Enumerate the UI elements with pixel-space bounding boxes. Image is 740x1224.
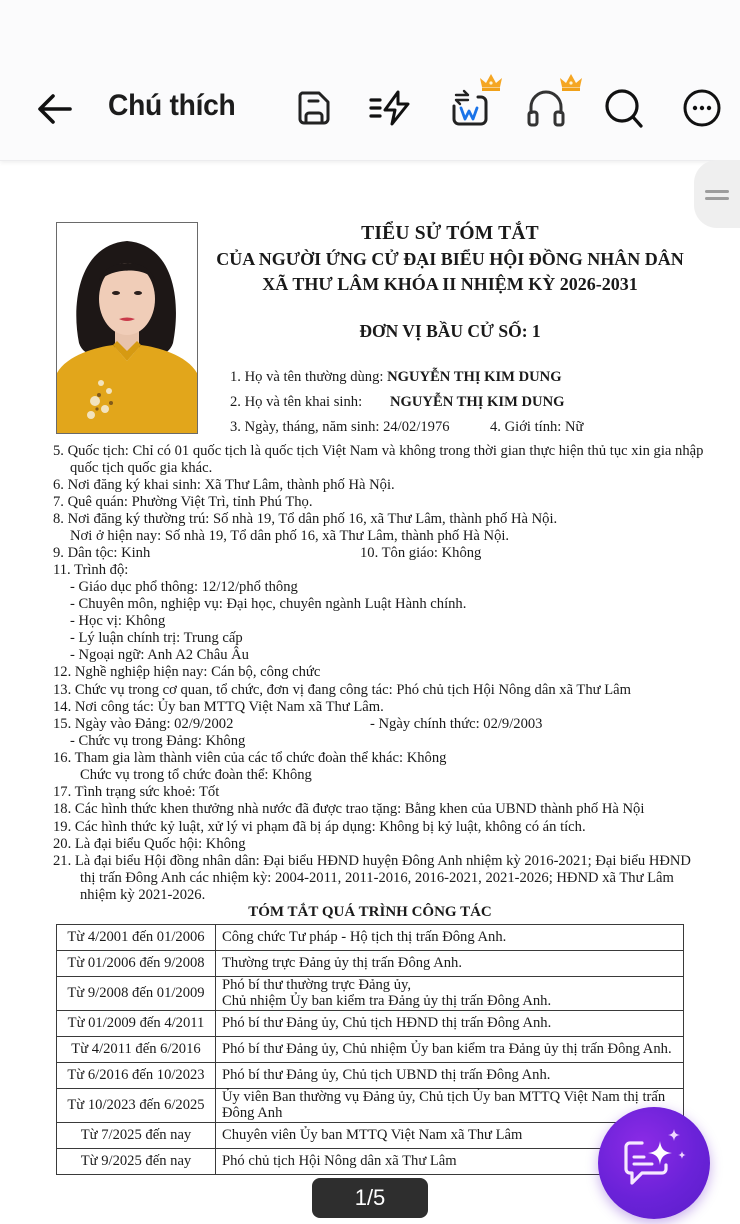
role-cell: Phó chủ tịch Hội Nông dân xã Thư Lâm — [216, 1149, 684, 1175]
quick-action-icon — [368, 86, 416, 130]
field-permanent-address: 8. Nơi đăng ký thường trú: Số nhà 19, Tổ dân phố 16, xã Thư Lâm, thành phố Hà Nội. — [53, 511, 558, 527]
document-subtitle: CỦA NGƯỜI ỨNG CỬ ĐẠI BIỂU HỘI ĐỒNG NHÂN DÂN — [216, 249, 684, 269]
table-row — [57, 977, 684, 1011]
period-cell: Từ 01/2009 đến 4/2011 — [57, 1011, 216, 1037]
table-row — [57, 1063, 684, 1089]
electoral-unit: ĐƠN VỊ BẦU CỬ SỐ: 1 — [359, 321, 541, 341]
field-education: 11. Trình độ: — [53, 562, 129, 578]
field-party-join-date: 15. Ngày vào Đảng: 02/9/2002 — [53, 716, 234, 732]
more-options-button[interactable] — [680, 86, 724, 130]
back-arrow-icon — [34, 88, 76, 130]
role-line: Phó bí thư thường trực Đảng ủy, — [222, 977, 411, 993]
table-row — [57, 925, 684, 951]
field-common-name — [230, 369, 562, 386]
page-indicator: 1/5 — [312, 1178, 428, 1218]
page-title: Chú thích — [108, 89, 236, 122]
field-organizations: 16. Tham gia làm thành viên của các tổ chức đoàn thể khác: Không — [53, 750, 447, 766]
translate-word-icon — [448, 86, 492, 130]
field-council-delegate-cont: thị trấn Đông Anh các nhiệm kỳ: 2004-2011, 2011-2016, 2016-2021, 2021-2026; HĐND xã Thư Lâm — [80, 870, 674, 886]
career-table — [56, 924, 684, 1175]
save-button[interactable] — [292, 86, 336, 130]
period-cell: Từ 9/2008 đến 01/2009 — [57, 977, 216, 1011]
table-row — [57, 1089, 684, 1123]
document-title: TIỂU SỬ TÓM TẮT — [361, 223, 539, 244]
period-cell: Từ 7/2025 đến nay — [57, 1123, 216, 1149]
premium-crown-icon — [478, 72, 504, 92]
listen-button[interactable] — [524, 86, 568, 130]
period-cell: Từ 01/2006 đến 9/2008 — [57, 951, 216, 977]
field-health: 17. Tình trạng sức khoẻ: Tốt — [53, 784, 220, 800]
back-button[interactable] — [34, 88, 76, 130]
ai-assistant-button[interactable] — [598, 1107, 710, 1219]
field-birth-name — [230, 394, 362, 411]
field-national-assembly: 20. Là đại biểu Quốc hội: Không — [53, 836, 246, 852]
top-bar — [0, 0, 740, 161]
field-ethnicity: 9. Dân tộc: Kinh — [53, 545, 151, 561]
quick-action-button[interactable] — [368, 86, 412, 130]
ai-chat-sparkle-icon — [598, 1107, 710, 1219]
role-cell: Phó bí thư Đảng ủy, Chủ nhiệm Ủy ban kiểm tra Đảng ủy thị trấn Đông Anh. — [216, 1037, 684, 1063]
career-summary-title: TÓM TẮT QUÁ TRÌNH CÔNG TÁC — [248, 904, 492, 920]
scroll-handle[interactable] — [694, 160, 740, 228]
field-education-degree: - Học vị: Không — [70, 613, 166, 629]
table-row — [57, 951, 684, 977]
field-birth-registration: 6. Nơi đăng ký khai sinh: Xã Thư Lâm, thành phố Hà Nội. — [53, 477, 395, 493]
field-party-official-date: - Ngày chính thức: 02/9/2003 — [370, 716, 543, 732]
role-cell: Công chức Tư pháp - Hộ tịch thị trấn Đông Anh. — [216, 925, 684, 951]
headphones-icon — [524, 86, 568, 130]
field-workplace: 14. Nơi công tác: Ủy ban MTTQ Việt Nam xã Thư Lâm. — [53, 699, 384, 715]
field-current-address: Nơi ở hiện nay: Số nhà 19, Tổ dân phố 16, xã Thư Lâm, thành phố Hà Nội. — [70, 528, 510, 544]
role-line: Chủ nhiệm Ủy ban kiểm tra Đảng ủy thị trấn Đông Anh. — [222, 992, 552, 1009]
role-line: Ủy viên Ban thường vụ Đảng ủy, Chủ tịch Ủy ban MTTQ Việt Nam thị trấn — [222, 1089, 666, 1105]
document-subtitle: XÃ THƯ LÂM KHÓA II NHIỆM KỲ 2026-2031 — [262, 274, 638, 294]
role-cell: Thường trực Đảng ủy thị trấn Đông Anh. — [216, 951, 684, 977]
role-cell: Phó bí thư Đảng ủy, Chủ tịch HĐND thị trấn Đông Anh. — [216, 1011, 684, 1037]
role-cell: Phó bí thư Đảng ủy, Chủ tịch UBND thị trấn Đông Anh. — [216, 1063, 684, 1089]
field-nationality-cont: quốc tịch quốc gia khác. — [70, 460, 213, 476]
field-hometown: 7. Quê quán: Phường Việt Trì, tỉnh Phú Thọ. — [53, 494, 313, 510]
field-label: 2. Họ và tên khai sinh: — [230, 394, 363, 410]
field-organization-position: Chức vụ trong tổ chức đoàn thể: Không — [80, 767, 312, 783]
table-row — [57, 1149, 684, 1175]
field-awards: 18. Các hình thức khen thưởng nhà nước đã được trao tặng: Bằng khen của UBND thành phố Hà Nội — [53, 801, 645, 817]
table-row — [57, 1037, 684, 1063]
field-council-delegate: 21. Là đại biểu Hội đồng nhân dân: Đại biểu HĐND huyện Đông Anh nhiệm kỳ 2016-2021; Đại biểu HĐND — [53, 853, 691, 869]
field-position: 13. Chức vụ trong cơ quan, tổ chức, đơn vị đang công tác: Phó chủ tịch Hội Nông dân xã Thư Lâm — [53, 682, 631, 698]
field-value: NGUYỄN THỊ KIM DUNG — [387, 369, 562, 385]
field-education-professional: - Chuyên môn, nghiệp vụ: Đại học, chuyên ngành Luật Hành chính. — [70, 596, 467, 612]
save-icon — [292, 86, 336, 130]
field-dob: 3. Ngày, tháng, năm sinh: 24/02/1976 — [230, 419, 450, 435]
field-party-position: - Chức vụ trong Đảng: Không — [70, 733, 246, 749]
portrait-image — [57, 223, 197, 433]
table-row — [57, 1011, 684, 1037]
period-cell: Từ 10/2023 đến 6/2025 — [57, 1089, 216, 1123]
field-education-general: - Giáo dục phổ thông: 12/12/phổ thông — [70, 579, 298, 595]
search-icon — [602, 86, 646, 130]
period-cell: Từ 4/2011 đến 6/2016 — [57, 1037, 216, 1063]
field-education-language: - Ngoại ngữ: Anh A2 Châu Âu — [70, 647, 249, 663]
more-icon — [680, 86, 724, 130]
period-cell: Từ 6/2016 đến 10/2023 — [57, 1063, 216, 1089]
field-label: 1. Họ và tên thường dùng: — [230, 369, 384, 385]
handle-grip-icon — [705, 190, 729, 193]
field-gender: 4. Giới tính: Nữ — [490, 419, 584, 435]
translate-word-button[interactable] — [448, 86, 492, 130]
field-discipline: 19. Các hình thức kỷ luật, xử lý vi phạm đã bị áp dụng: Không bị kỷ luật, không có án tích. — [53, 819, 586, 835]
search-button[interactable] — [602, 86, 646, 130]
field-value: NGUYỄN THỊ KIM DUNG — [390, 394, 565, 410]
premium-crown-icon — [558, 72, 584, 92]
role-cell: Chuyên viên Ủy ban MTTQ Việt Nam xã Thư Lâm — [216, 1123, 684, 1149]
role-line: Đông Anh — [222, 1104, 283, 1121]
field-birth-name-value — [390, 394, 564, 411]
field-education-political: - Lý luận chính trị: Trung cấp — [70, 630, 243, 646]
field-council-delegate-cont: nhiệm kỳ 2021-2026. — [80, 887, 206, 903]
role-cell — [216, 977, 684, 1011]
handle-grip-icon — [705, 197, 729, 200]
field-occupation: 12. Nghề nghiệp hiện nay: Cán bộ, công chức — [53, 664, 321, 680]
field-religion: 10. Tôn giáo: Không — [360, 545, 482, 561]
period-cell: Từ 9/2025 đến nay — [57, 1149, 216, 1175]
table-row — [57, 1123, 684, 1149]
field-nationality: 5. Quốc tịch: Chỉ có 01 quốc tịch là quốc tịch Việt Nam và không trong thời gian thực hiện thủ tục xin gia nhập — [53, 443, 704, 459]
candidate-photo — [56, 222, 198, 434]
period-cell: Từ 4/2001 đến 01/2006 — [57, 925, 216, 951]
